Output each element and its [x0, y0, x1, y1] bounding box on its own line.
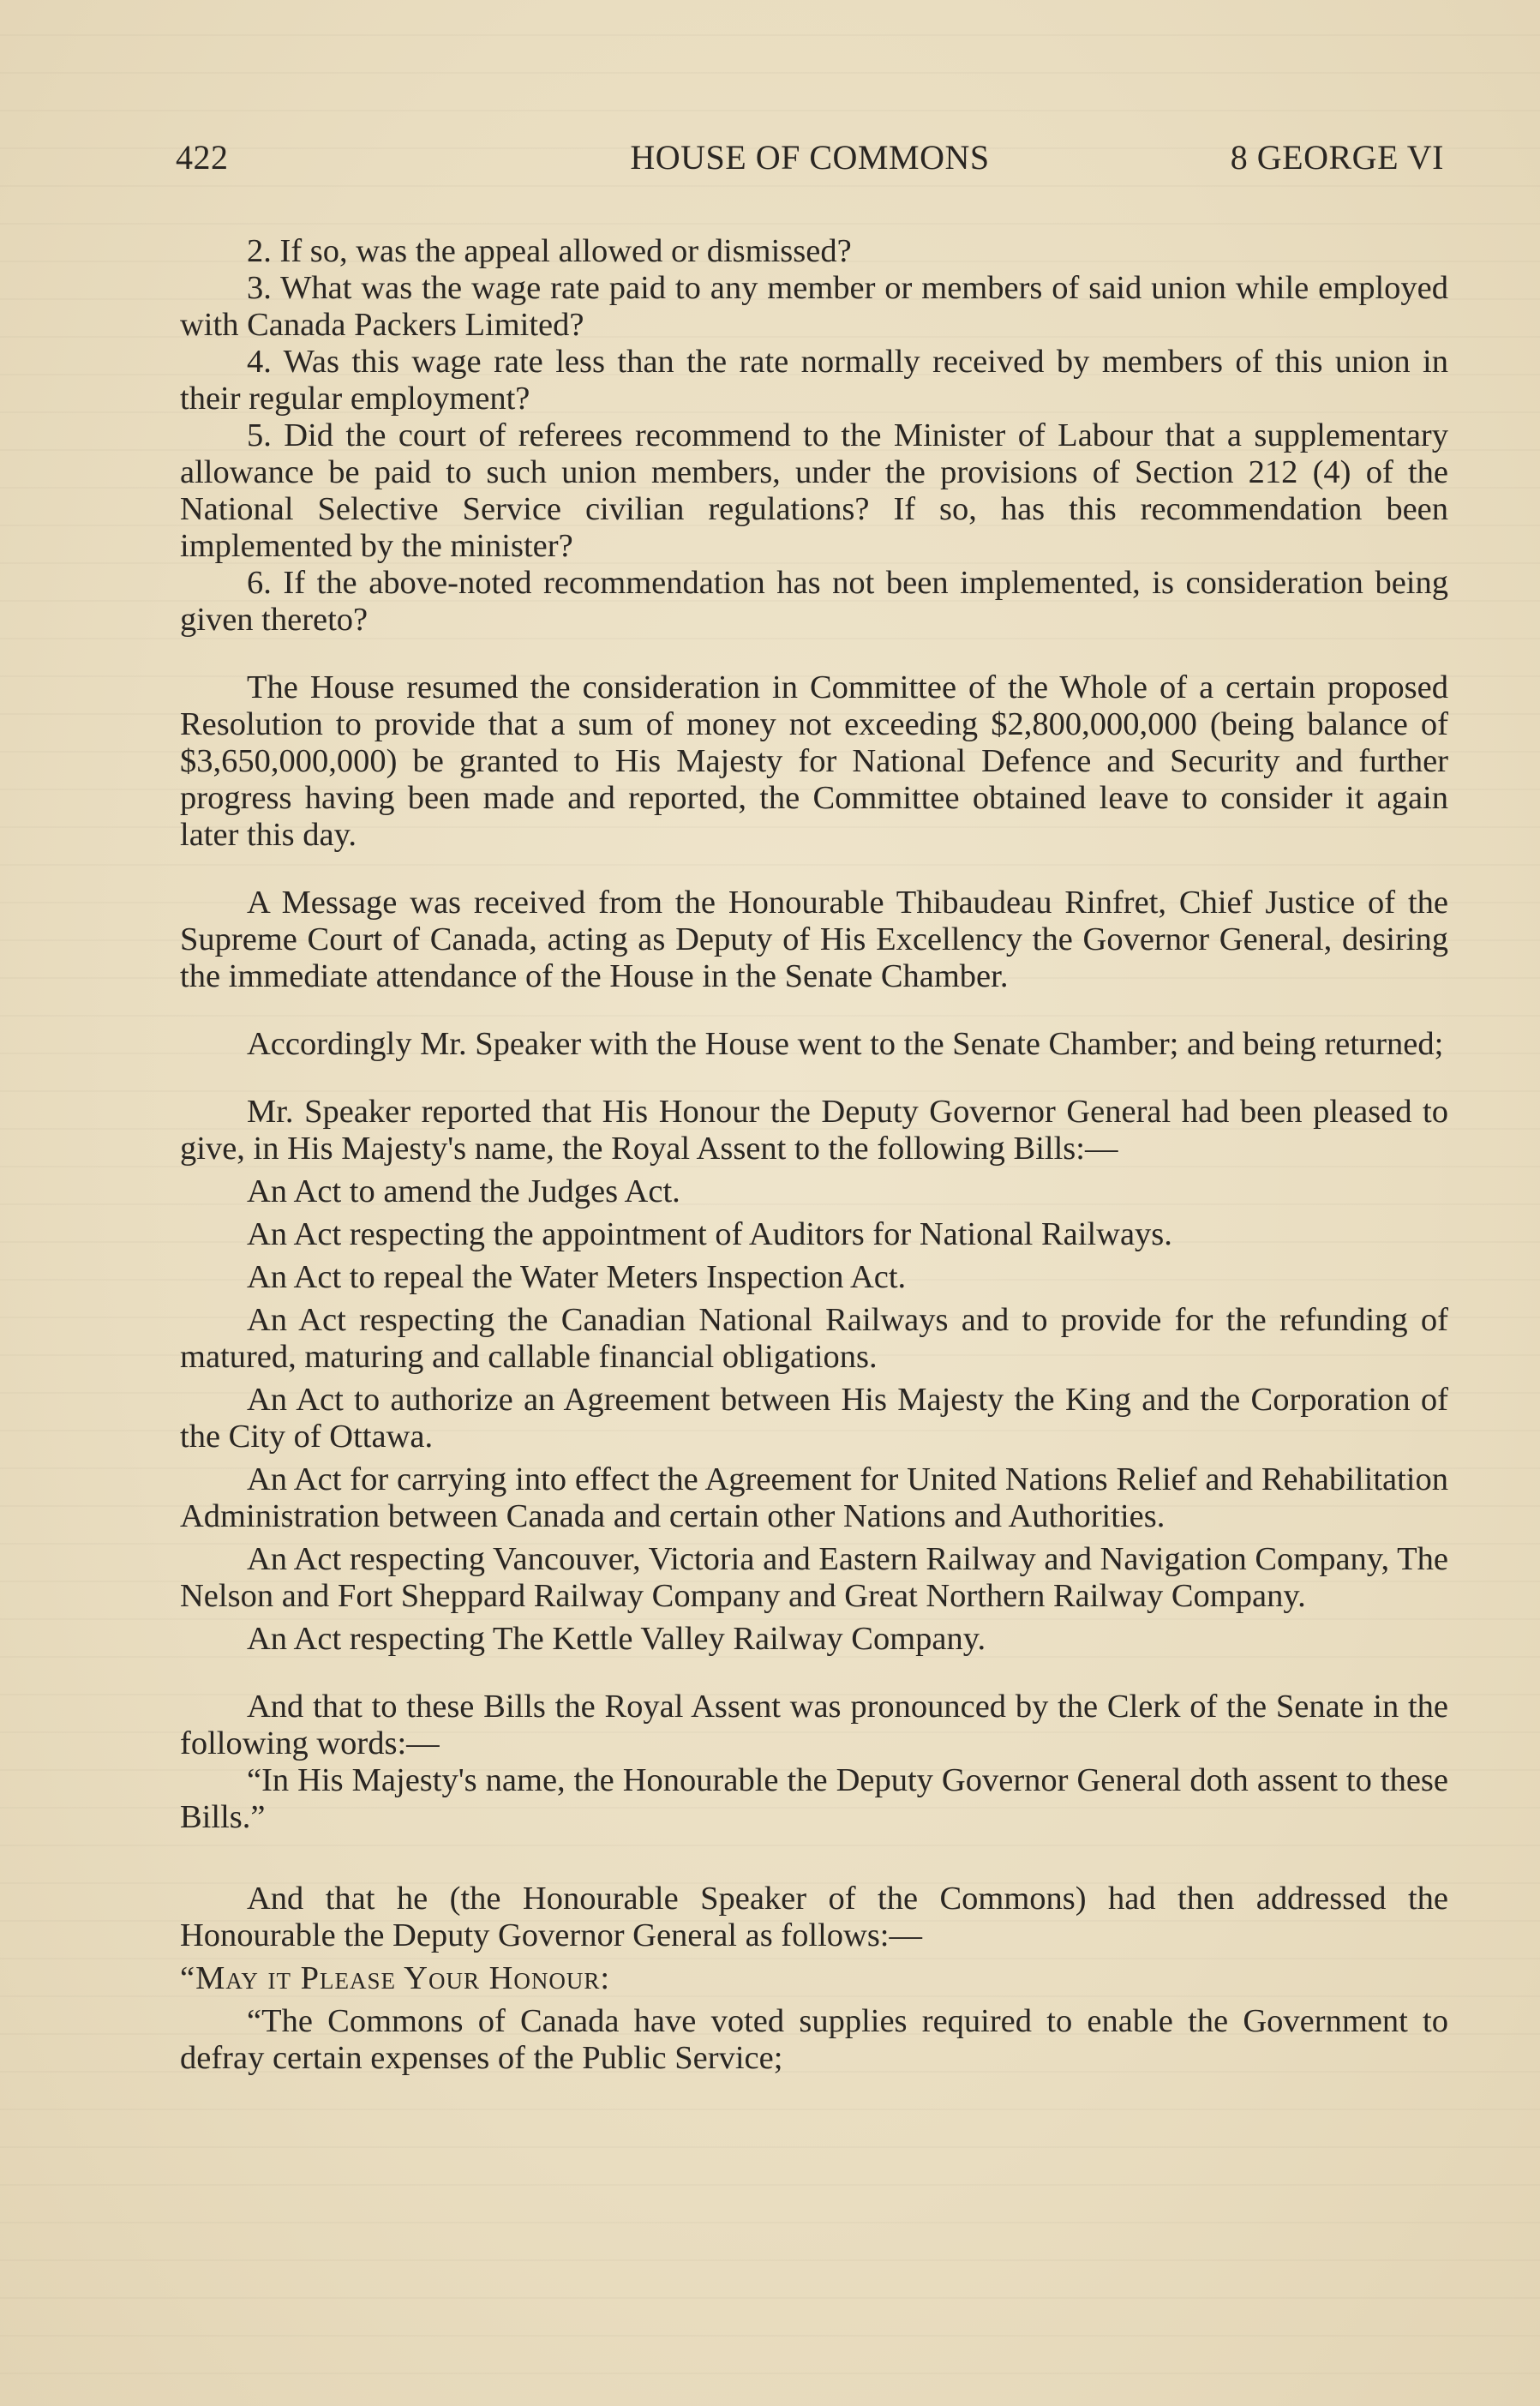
paragraph-supplies: “The Commons of Canada have voted supplies required to enable the Government to defray certain expenses of the Public Service; [180, 2003, 1448, 2076]
running-header [176, 137, 1444, 180]
bill-item: An Act to amend the Judges Act. [247, 1173, 680, 1209]
paragraph-accordingly: Accordingly Mr. Speaker with the House went to the Senate Chamber; and being returned; [247, 1026, 1444, 1062]
question-4: 4. Was this wage rate less than the rate normally received by members of this union in their regular employment? [180, 344, 1448, 417]
question-3: 3. What was the wage rate paid to any member or members of said union while employed with Canada Packers Limited? [180, 270, 1448, 343]
bill-item: An Act for carrying into effect the Agreement for United Nations Relief and Rehabilitation Administration between Canada and certain other Nations and Authorities. [180, 1461, 1448, 1534]
page-body [180, 233, 1448, 2077]
paragraph-house-resumed: The House resumed the consideration in Committee of the Whole of a certain proposed Resolution to provide that a sum of money not exceeding $2,800,000,000 (being balance of $3,650,000,000) be granted to His Majesty for National Defence and Security and further progress having been made and reported, the Committee obtained leave to consider it again later this day. [180, 669, 1448, 853]
header-regnal-year: 8 GEORGE VI [1230, 138, 1444, 177]
page-number: 422 [176, 138, 229, 177]
paragraph-speaker-reported: Mr. Speaker reported that His Honour the Deputy Governor General had been pleased to give, in His Majesty's name, the Royal Assent to the following Bills:— [180, 1094, 1448, 1167]
paragraph-assent-words: And that to these Bills the Royal Assent was pronounced by the Clerk of the Senate in the following words:— [180, 1689, 1448, 1761]
question-2: 2. If so, was the appeal allowed or dismissed? [247, 233, 852, 269]
paragraph-speaker-addressed: And that he (the Honourable Speaker of the Commons) had then addressed the Honourable the Deputy Governor General as follows:— [180, 1881, 1448, 1953]
paragraph-message-received: A Message was received from the Honourable Thibaudeau Rinfret, Chief Justice of the Supreme Court of Canada, acting as Deputy of His Excellency the Governor General, desiring the immediate attendance of the House in the Senate Chamber. [180, 885, 1448, 994]
bill-item: An Act respecting the Canadian National Railways and to provide for the refunding of matured, maturing and callable financial obligations. [180, 1302, 1448, 1375]
question-5: 5. Did the court of referees recommend to the Minister of Labour that a supplementary allowance be paid to such union members, under the provisions of Section 212 (4) of the National Selective Service civilian regulations? If so, has this recommendation been implemented by the minister? [180, 417, 1448, 564]
question-6: 6. If the above-noted recommendation has not been implemented, is consideration being given thereto? [180, 565, 1448, 638]
header-title: HOUSE OF COMMONS [630, 138, 990, 177]
salutation: “May it Please Your Honour: [180, 1960, 611, 1996]
bill-item: An Act to repeal the Water Meters Inspection Act. [247, 1259, 907, 1295]
bill-item: An Act respecting The Kettle Valley Railway Company. [247, 1621, 986, 1657]
paragraph-assent-quote: “In His Majesty's name, the Honourable the Deputy Governor General doth assent to these Bills.” [180, 1762, 1448, 1835]
bill-item: An Act respecting the appointment of Auditors for National Railways. [247, 1216, 1172, 1252]
bill-item: An Act respecting Vancouver, Victoria and Eastern Railway and Navigation Company, The Nelson and Fort Sheppard Railway Company and Great Northern Railway Company. [180, 1541, 1448, 1614]
bill-item: An Act to authorize an Agreement between His Majesty the King and the Corporation of the City of Ottawa. [180, 1382, 1448, 1455]
